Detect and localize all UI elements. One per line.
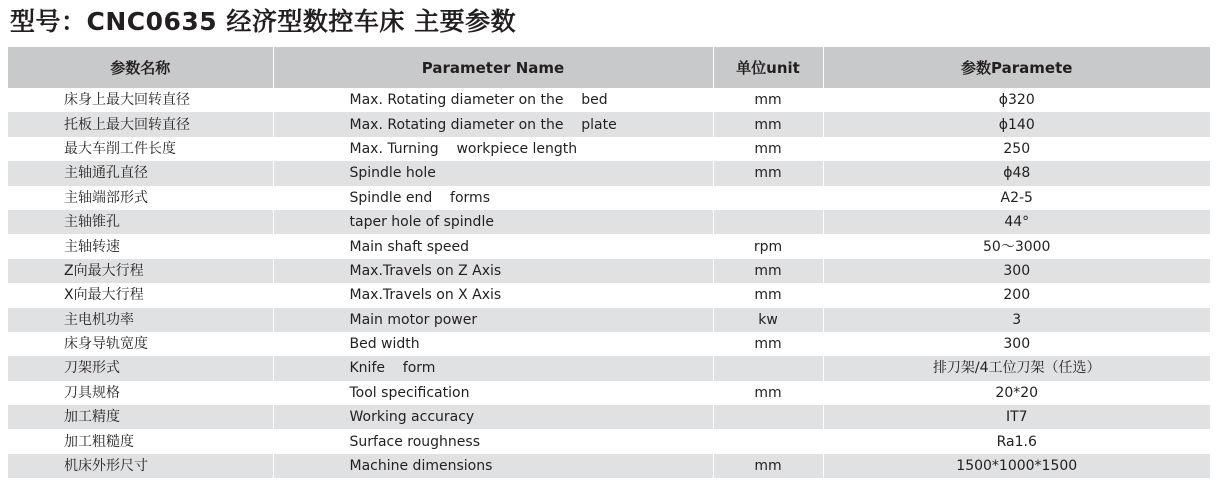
param-value: Ra1.6 <box>823 429 1210 453</box>
param-unit: mm <box>713 259 823 283</box>
param-unit: kw <box>713 308 823 332</box>
param-value: 20*20 <box>823 381 1210 405</box>
param-cn-name: 加工精度 <box>8 405 273 429</box>
param-en-name: Max. Rotating diameter on the plate <box>273 112 713 136</box>
param-value: 排刀架/4工位刀架（任选） <box>823 356 1210 380</box>
param-en-name: Max.Travels on Z Axis <box>273 259 713 283</box>
page-title: 型号：CNC0635 经济型数控车床 主要参数 <box>10 7 517 36</box>
param-unit <box>713 429 823 453</box>
param-unit <box>713 186 823 210</box>
param-en-name: Machine dimensions <box>273 454 713 478</box>
param-en-name: Working accuracy <box>273 405 713 429</box>
param-en-name: Spindle hole <box>273 161 713 185</box>
table-row <box>8 356 1210 380</box>
table-row <box>8 283 1210 307</box>
param-unit: mm <box>713 454 823 478</box>
table-row <box>8 186 1210 210</box>
param-value: 3 <box>823 308 1210 332</box>
param-cn-name: 主轴锥孔 <box>8 210 273 234</box>
param-en-name: Max. Rotating diameter on the bed <box>273 88 713 112</box>
param-unit: mm <box>713 283 823 307</box>
param-value: 200 <box>823 283 1210 307</box>
param-unit <box>713 210 823 234</box>
table-row <box>8 88 1210 112</box>
param-en-name: taper hole of spindle <box>273 210 713 234</box>
table-header <box>8 47 1210 88</box>
table-row <box>8 234 1210 258</box>
param-value: ϕ320 <box>823 88 1210 112</box>
param-value: 1500*1000*1500 <box>823 454 1210 478</box>
param-cn-name: Z向最大行程 <box>8 259 273 283</box>
header-row <box>8 47 1210 88</box>
param-en-name: Max.Travels on X Axis <box>273 283 713 307</box>
param-value: ϕ48 <box>823 161 1210 185</box>
param-cn-name: 机床外形尺寸 <box>8 454 273 478</box>
param-value: IT7 <box>823 405 1210 429</box>
param-unit: mm <box>713 112 823 136</box>
param-unit: rpm <box>713 234 823 258</box>
param-value: 300 <box>823 259 1210 283</box>
param-cn-name: 主轴通孔直径 <box>8 161 273 185</box>
param-en-name: Main motor power <box>273 308 713 332</box>
param-unit: mm <box>713 161 823 185</box>
param-value: 44° <box>823 210 1210 234</box>
table-body <box>8 88 1210 478</box>
param-value: 50～3000 <box>823 234 1210 258</box>
param-cn-name: 刀具规格 <box>8 381 273 405</box>
header-unit: 单位unit <box>713 47 823 88</box>
param-cn-name: 主电机功率 <box>8 308 273 332</box>
table-row <box>8 308 1210 332</box>
table-row <box>8 381 1210 405</box>
param-value: A2-5 <box>823 186 1210 210</box>
param-value: 300 <box>823 332 1210 356</box>
table-row <box>8 112 1210 136</box>
header-value: 参数Paramete <box>823 47 1210 88</box>
param-en-name: Knife form <box>273 356 713 380</box>
table-row <box>8 429 1210 453</box>
param-unit: mm <box>713 332 823 356</box>
table-row <box>8 454 1210 478</box>
param-cn-name: 主轴转速 <box>8 234 273 258</box>
param-value: ϕ140 <box>823 112 1210 136</box>
param-cn-name: 刀架形式 <box>8 356 273 380</box>
param-unit <box>713 356 823 380</box>
table-row <box>8 259 1210 283</box>
param-en-name: Spindle end forms <box>273 186 713 210</box>
spec-table <box>8 47 1210 478</box>
param-cn-name: 最大车削工件长度 <box>8 137 273 161</box>
param-cn-name: 加工粗糙度 <box>8 429 273 453</box>
param-value: 250 <box>823 137 1210 161</box>
table-row <box>8 332 1210 356</box>
param-unit: mm <box>713 88 823 112</box>
param-unit: mm <box>713 381 823 405</box>
param-cn-name: 托板上最大回转直径 <box>8 112 273 136</box>
table-row <box>8 210 1210 234</box>
header-cn-name: 参数名称 <box>8 47 273 88</box>
param-en-name: Surface roughness <box>273 429 713 453</box>
param-en-name: Max. Turning workpiece length <box>273 137 713 161</box>
param-en-name: Main shaft speed <box>273 234 713 258</box>
param-cn-name: 床身上最大回转直径 <box>8 88 273 112</box>
param-unit <box>713 405 823 429</box>
param-cn-name: 床身导轨宽度 <box>8 332 273 356</box>
param-cn-name: 主轴端部形式 <box>8 186 273 210</box>
param-unit: mm <box>713 137 823 161</box>
param-en-name: Tool specification <box>273 381 713 405</box>
table-row <box>8 405 1210 429</box>
header-en-name: Parameter Name <box>273 47 713 88</box>
param-cn-name: X向最大行程 <box>8 283 273 307</box>
table-row <box>8 137 1210 161</box>
param-en-name: Bed width <box>273 332 713 356</box>
table-row <box>8 161 1210 185</box>
